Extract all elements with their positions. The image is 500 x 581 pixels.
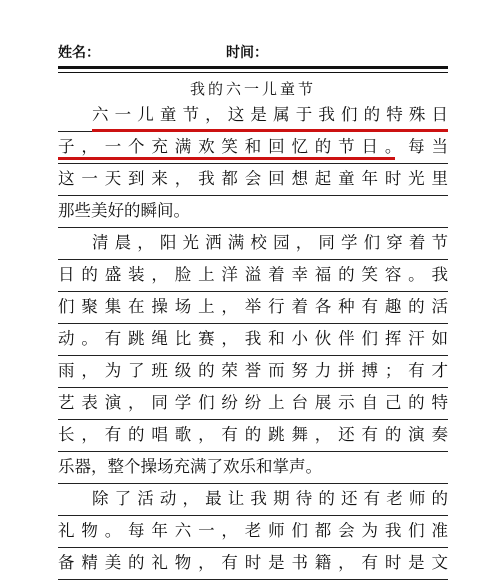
ruled-line bbox=[58, 229, 448, 261]
ruled-line bbox=[58, 325, 448, 357]
ruled-line bbox=[58, 549, 448, 581]
essay-line-text: 们聚集在操场上，举行着各种有趣的活 bbox=[58, 297, 448, 316]
ruled-line bbox=[58, 421, 448, 453]
essay-line-text: 艺表演，同学们纷纷上台展示自己的特 bbox=[58, 393, 448, 412]
worksheet-header bbox=[58, 38, 448, 64]
line-rule bbox=[58, 483, 448, 484]
line-rule bbox=[58, 579, 448, 580]
ruled-line bbox=[58, 197, 448, 229]
essay-line-text: 清晨，阳光洒满校园，同学们穿着节 bbox=[92, 233, 448, 252]
header-rule-thin bbox=[58, 72, 448, 73]
ruled-line bbox=[58, 357, 448, 389]
essay-line-text: 长，有的唱歌，有的跳舞，还有的演奏 bbox=[58, 425, 448, 444]
essay-line-text: 乐器，整个操场充满了欢乐和掌声。 bbox=[58, 457, 322, 476]
essay-line-text: 备精美的礼物，有时是书籍，有时是文 bbox=[58, 553, 448, 572]
essay-title: 我的六一儿童节 bbox=[189, 80, 316, 98]
essay-line-text: 那些美好的瞬间。 bbox=[58, 201, 190, 220]
line-rule bbox=[58, 163, 448, 164]
ruled-line bbox=[58, 261, 448, 293]
ruled-line bbox=[58, 133, 448, 165]
ruled-line bbox=[58, 485, 448, 517]
line-rule bbox=[58, 355, 448, 356]
line-rule bbox=[58, 419, 448, 420]
essay-body bbox=[58, 101, 448, 581]
red-underline-2 bbox=[58, 157, 395, 160]
line-rule bbox=[58, 291, 448, 292]
name-label: 姓名： bbox=[58, 45, 100, 61]
essay-line-text: 子，一个充满欢笑和回忆的节日。每当 bbox=[58, 137, 448, 156]
line-rule bbox=[58, 323, 448, 324]
essay-line-text: 六一儿童节，这是属于我们的特殊日 bbox=[92, 105, 448, 124]
line-rule bbox=[58, 195, 448, 196]
header-rule-thick bbox=[58, 66, 448, 69]
line-rule bbox=[58, 259, 448, 260]
essay-line-text: 动。有跳绳比赛，我和小伙伴们挥汗如 bbox=[58, 329, 448, 348]
ruled-line bbox=[58, 293, 448, 325]
essay-line-text: 雨，为了班级的荣誉而努力拼搏；有才 bbox=[58, 361, 448, 380]
essay-line-text: 这一天到来，我都会回想起童年时光里 bbox=[58, 169, 448, 188]
line-rule bbox=[58, 547, 448, 548]
line-rule bbox=[58, 451, 448, 452]
ruled-line bbox=[58, 165, 448, 197]
line-rule bbox=[58, 515, 448, 516]
line-rule bbox=[58, 387, 448, 388]
ruled-line bbox=[58, 453, 448, 485]
essay-line-text: 日的盛装，脸上洋溢着幸福的笑容。我 bbox=[58, 265, 448, 284]
line-rule bbox=[58, 227, 448, 228]
essay-line-text: 礼物。每年六一，老师们都会为我们准 bbox=[58, 521, 448, 540]
time-label: 时间： bbox=[226, 45, 268, 61]
ruled-line bbox=[58, 389, 448, 421]
essay-line-text: 除了活动，最让我期待的还有老师的 bbox=[92, 489, 448, 508]
red-underline-1 bbox=[92, 129, 448, 132]
ruled-line bbox=[58, 517, 448, 549]
